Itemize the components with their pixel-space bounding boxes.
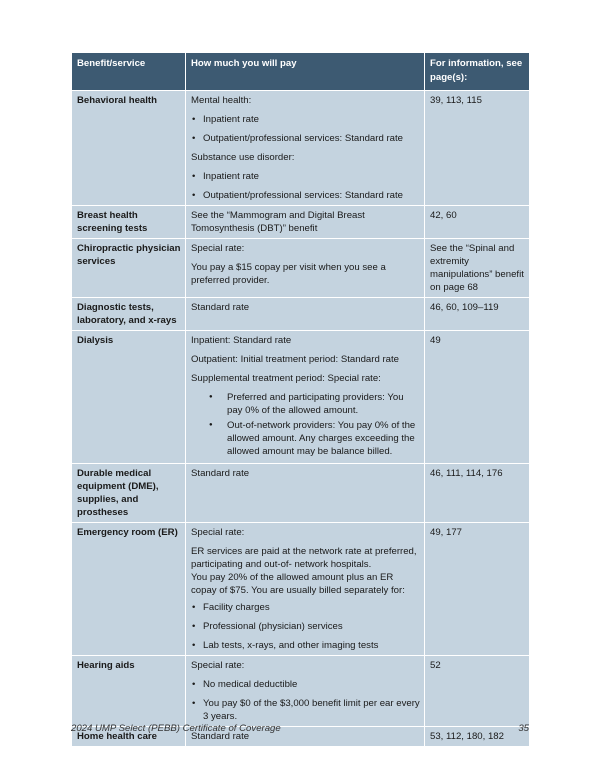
payment-text: You pay 20% of the allowed amount plus an ER copay of $75. You are usually billed separately for: (191, 572, 405, 596)
table-row (72, 91, 530, 206)
pages-cell: 49 (425, 331, 530, 464)
payment-label: Substance use disorder: (191, 152, 295, 163)
payment-label: Mental health: (191, 95, 252, 106)
payment-cell: Standard rate (186, 298, 425, 331)
list-item: • No medical deductible (191, 678, 420, 691)
page-footer (71, 723, 529, 734)
payment-text: ER services are paid at the network rate at preferred, participating and out-of- network hospitals. (191, 546, 417, 570)
service-name: Chiropractic physician services (72, 239, 186, 298)
payment-list (191, 601, 420, 652)
list-item: • You pay $0 of the $3,000 benefit limit per ear every 3 years. (191, 697, 420, 723)
list-item: • Inpatient rate (191, 113, 420, 126)
payment-list (191, 678, 420, 723)
payment-label: Special rate: (191, 527, 245, 538)
payment-list (191, 170, 420, 202)
pages-cell: 53, 112, 180, 182 (425, 727, 530, 747)
payment-text: You pay a $15 copay per visit when you see a preferred provider. (191, 262, 386, 286)
service-name: Behavioral health (72, 91, 186, 206)
service-name: Durable medical equipment (DME), supplies, and prostheses (72, 464, 186, 523)
list-item: ● Out-of-network providers: You pay 0% of the allowed amount. Any charges exceeding the allowed amount may be balance billed. (205, 419, 420, 458)
payment-cell (186, 523, 425, 656)
document-title: 2024 UMP Select (PEBB) Certificate of Coverage (71, 723, 281, 734)
payment-cell (186, 91, 425, 206)
payment-cell: Standard rate (186, 727, 425, 747)
payment-list (191, 113, 420, 145)
pages-cell: 49, 177 (425, 523, 530, 656)
payment-line: Inpatient: Standard rate (191, 335, 292, 346)
list-item: • Professional (physician) services (191, 620, 420, 633)
header-benefit-service: Benefit/service (72, 53, 186, 91)
list-item: • Lab tests, x-rays, and other imaging tests (191, 639, 420, 652)
benefits-table (71, 52, 530, 747)
pages-cell: See the “Spinal and extremity manipulations” benefit on page 68 (425, 239, 530, 298)
header-see-pages: For information, see page(s): (425, 53, 530, 91)
list-item: • Facility charges (191, 601, 420, 614)
service-name: Diagnostic tests, laboratory, and x-rays (72, 298, 186, 331)
payment-cell: Standard rate (186, 464, 425, 523)
service-name: Emergency room (ER) (72, 523, 186, 656)
payment-cell (186, 656, 425, 727)
list-item: • Outpatient/professional services: Standard rate (191, 132, 420, 145)
payment-line: Supplemental treatment period: Special rate: (191, 373, 381, 384)
list-item: • Inpatient rate (191, 170, 420, 183)
service-name: Home health care (72, 727, 186, 747)
payment-cell (186, 239, 425, 298)
payment-cell (186, 331, 425, 464)
payment-label: Special rate: (191, 660, 245, 671)
service-name: Breast health screening tests (72, 206, 186, 239)
pages-cell: 52 (425, 656, 530, 727)
payment-line: Outpatient: Initial treatment period: Standard rate (191, 354, 399, 365)
payment-list (205, 391, 420, 458)
table-header-row (72, 53, 530, 91)
header-how-much-you-pay: How much you will pay (186, 53, 425, 91)
list-item: • Outpatient/professional services: Standard rate (191, 189, 420, 202)
page-number: 35 (518, 723, 529, 734)
service-name: Dialysis (72, 331, 186, 464)
service-name: Hearing aids (72, 656, 186, 727)
table-row (72, 656, 530, 727)
pages-cell: 46, 111, 114, 176 (425, 464, 530, 523)
table-row (72, 331, 530, 464)
pages-cell: 42, 60 (425, 206, 530, 239)
payment-label: Special rate: (191, 243, 245, 254)
table-row (72, 298, 530, 331)
payment-cell: See the “Mammogram and Digital Breast Tomosynthesis (DBT)” benefit (186, 206, 425, 239)
table-row (72, 464, 530, 523)
table-row (72, 239, 530, 298)
table-row (72, 523, 530, 656)
pages-cell: 39, 113, 115 (425, 91, 530, 206)
table-row (72, 206, 530, 239)
pages-cell: 46, 60, 109–119 (425, 298, 530, 331)
list-item: ● Preferred and participating providers: You pay 0% of the allowed amount. (205, 391, 420, 417)
